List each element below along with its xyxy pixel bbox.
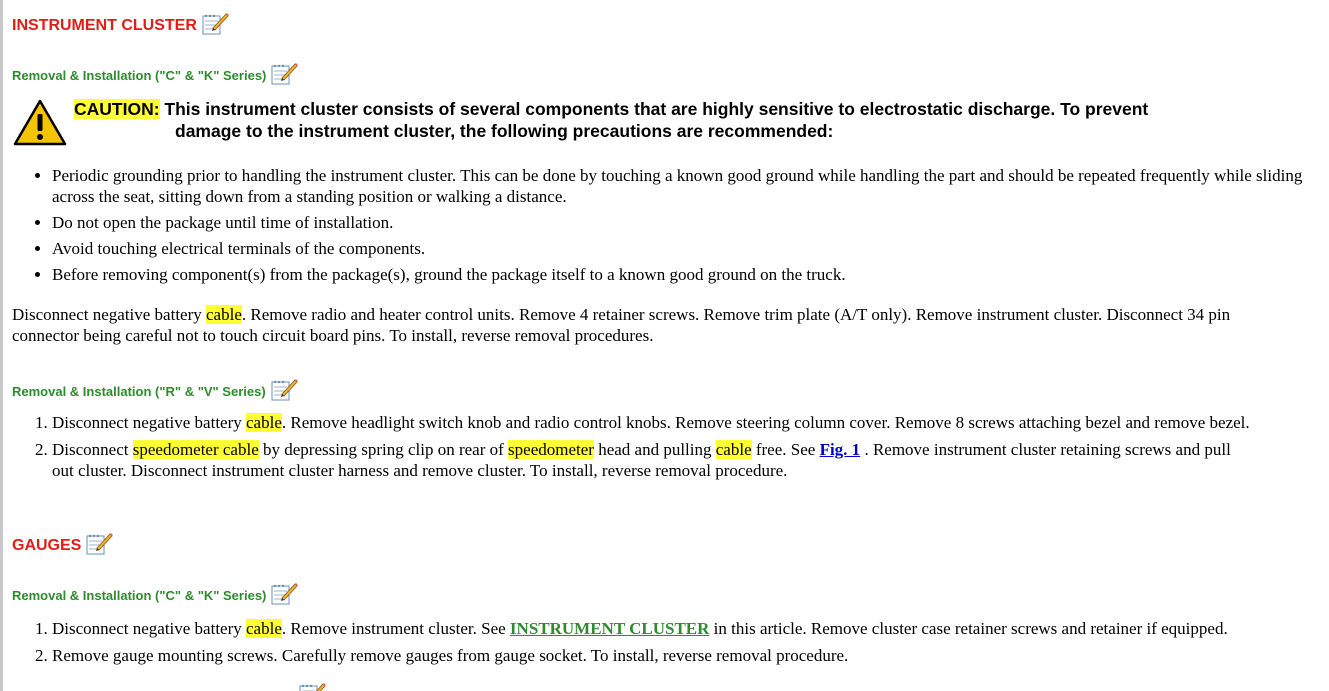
next-subsection-partial [12,680,326,691]
section-title-gauges [12,530,113,556]
notepad-pencil-icon[interactable] [85,530,113,556]
fig-1-link[interactable]: Fig. 1 [819,440,861,459]
highlight-cable: cable [246,413,282,432]
text-run: Disconnect [52,440,133,459]
list-item: • Do not open the package until time of installation. [52,212,1329,233]
highlight-cable: cable [206,305,242,324]
list-item [52,412,1329,433]
caution-text [74,98,1324,142]
gauges-steps-list [30,618,1329,672]
list-item [52,618,1329,639]
step-line-2: out cluster. Disconnect instrument cluster harness and remove cluster. To install, reverse removal procedure. [52,461,788,480]
subsection-title-text: Removal & Installation ("C" & "K" Series) [12,68,267,83]
subsection-title-text: Removal & Installation ("R" & "V" Series) [12,384,266,399]
notepad-pencil-icon[interactable] [270,580,298,606]
text-run: . Remove instrument cluster retaining screws and pull [860,440,1231,459]
ck-procedure-paragraph [12,304,1230,346]
rv-steps-list [30,412,1329,487]
left-border [0,0,3,691]
notepad-pencil-icon[interactable] [270,60,298,86]
text-run: . Remove radio and heater control units. Remove 4 retainer screws. Remove trim plate (A/T only). Remove instrument cluster. Disconnect 34 pin [241,305,1231,324]
text-run: Disconnect negative battery [12,305,207,324]
text-run: . Remove instrument cluster. See [281,619,510,638]
notepad-pencil-icon[interactable] [201,10,229,36]
subsection-title-rv-series [12,376,298,402]
list-item: • Before removing component(s) from the package(s), ground the package itself to a known good ground on the truck. [52,264,1329,285]
text-run: . Remove headlight switch knob and radio control knobs. Remove steering column cover. Remove 8 screws attaching bezel and remove bezel. [281,413,1250,432]
highlight-cable: cable [715,440,752,459]
instrument-cluster-link[interactable]: INSTRUMENT CLUSTER [509,619,710,638]
caution-line-1: This instrument cluster consists of several components that are highly sensitive to electrostatic discharge. To prevent [164,99,1149,119]
highlight-speedometer: speedometer [508,440,594,459]
list-item [52,439,1329,481]
paragraph-line-2: connector being careful not to touch circuit board pins. To install, reverse removal procedures. [12,326,654,345]
subsection-title-text: Removal & Installation ("C" & "K" Series) [12,588,267,603]
text-run: by depressing spring clip on rear of [258,440,509,459]
list-item: • Avoid touching electrical terminals of the components. [52,238,1329,259]
text-run: in this article. Remove cluster case retainer screws and retainer if equipped. [709,619,1228,638]
subsection-title-gauges-ck-series [12,580,298,606]
list-item: • Periodic grounding prior to handling the instrument cluster. This can be done by touching a known good ground while handling the part and should be repeated frequently while sliding across the seat, sitting down from a standing position or walking a distance. [52,165,1329,207]
paragraph-line-1 [12,304,1230,325]
step-line-1 [52,439,1329,460]
highlight-cable: cable [246,619,282,638]
section-title-text: INSTRUMENT CLUSTER [12,17,197,34]
section-title-instrument-cluster [12,10,229,36]
caution-line-2: damage to the instrument cluster, the following precautions are recommended: [175,121,834,141]
subsection-title-ck-series [12,60,298,86]
notepad-pencil-icon[interactable] [298,680,326,691]
section-title-text: GAUGES [12,537,82,554]
text-run: head and pulling [593,440,716,459]
warning-triangle-icon [12,98,68,146]
highlight-speedometer-cable: speedometer cable [132,440,259,459]
list-item: 2. Remove gauge mounting screws. Carefully remove gauges from gauge socket. To install, reverse removal procedure. [52,645,1329,666]
text-run: Disconnect negative battery [52,619,247,638]
notepad-pencil-icon[interactable] [270,376,298,402]
text-run: Disconnect negative battery [52,413,247,432]
caution-label: CAUTION: [74,99,160,119]
text-run: free. See [751,440,820,459]
precautions-list [30,165,1329,290]
